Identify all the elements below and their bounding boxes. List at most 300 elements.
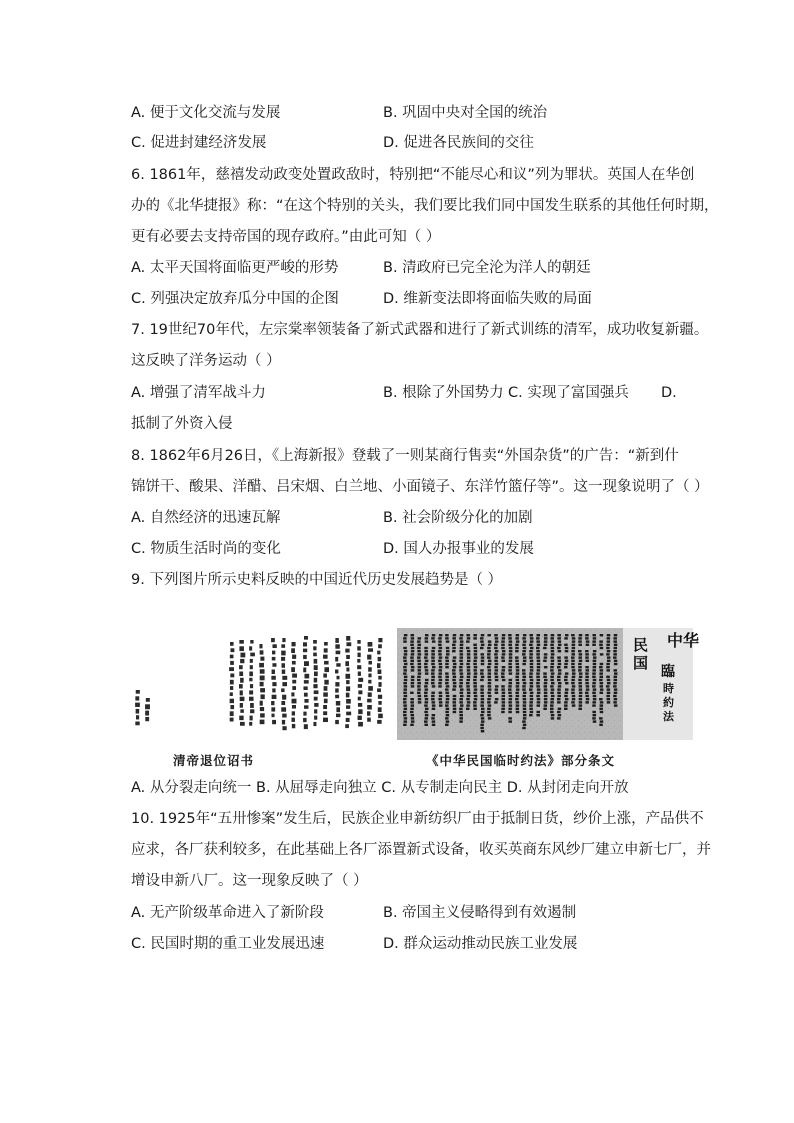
constitution-glyph-mark	[523, 708, 527, 710]
constitution-glyph-mark	[495, 685, 499, 687]
edict-glyph-mark	[230, 680, 234, 685]
q5-option-a: A. 便于文化交流与发展	[131, 105, 281, 121]
constitution-glyph-mark	[404, 634, 408, 636]
edict-glyph-mark	[335, 670, 338, 674]
constitution-glyph-mark	[446, 720, 450, 722]
constitution-glyph-mark	[495, 688, 499, 690]
constitution-glyph-mark	[592, 701, 596, 703]
constitution-glyph-mark	[558, 644, 562, 646]
edict-glyph-mark	[230, 686, 233, 690]
constitution-glyph-mark	[586, 669, 590, 671]
constitution-glyph-mark	[537, 634, 541, 636]
constitution-glyph-mark	[445, 692, 449, 694]
constitution-glyph-mark	[424, 663, 428, 665]
constitution-glyph-mark	[459, 714, 463, 716]
constitution-glyph-mark	[424, 720, 428, 722]
constitution-glyph-mark	[488, 679, 492, 681]
edict-glyph-mark	[292, 674, 297, 678]
constitution-glyph-mark	[544, 679, 548, 681]
edict-glyph-mark	[250, 665, 253, 669]
constitution-glyph-mark	[418, 698, 422, 700]
constitution-glyph-mark	[593, 688, 597, 690]
constitution-glyph-mark	[439, 704, 443, 706]
constitution-glyph-mark	[411, 704, 415, 706]
constitution-glyph-mark	[425, 717, 429, 719]
constitution-glyph-mark	[431, 650, 435, 652]
provisional-constitution-image	[397, 628, 700, 740]
constitution-glyph-mark	[501, 688, 505, 690]
edict-glyph-mark	[292, 680, 296, 684]
edict-glyph-mark	[136, 690, 140, 694]
constitution-glyph-mark	[474, 672, 478, 674]
constitution-glyph-mark	[466, 679, 470, 681]
constitution-glyph-mark	[578, 679, 582, 681]
edict-glyph-mark	[367, 705, 372, 710]
edict-glyph-mark	[260, 720, 265, 725]
constitution-glyph-mark	[551, 650, 555, 652]
constitution-glyph-mark	[481, 663, 485, 665]
constitution-glyph-mark	[585, 656, 589, 658]
constitution-glyph-mark	[614, 679, 618, 681]
edict-glyph-mark	[345, 661, 349, 666]
constitution-glyph-mark	[432, 714, 436, 716]
constitution-glyph-mark	[529, 656, 533, 658]
constitution-glyph-mark	[592, 644, 596, 646]
constitution-glyph-mark	[425, 679, 429, 681]
constitution-glyph-mark	[600, 653, 604, 655]
caption-provisional-constitution: 《中华民国临时约法》部分条文	[426, 753, 616, 768]
constitution-glyph-mark	[515, 692, 519, 694]
constitution-glyph-mark	[425, 698, 429, 700]
constitution-glyph-mark	[453, 666, 457, 668]
constitution-glyph-mark	[466, 698, 470, 700]
constitution-glyph-mark	[425, 672, 429, 674]
edict-glyph-mark	[377, 720, 381, 724]
constitution-glyph-mark	[502, 650, 506, 652]
constitution-glyph-mark	[536, 647, 540, 649]
constitution-glyph-mark	[417, 692, 421, 694]
edict-glyph-mark	[368, 667, 372, 671]
constitution-glyph-mark	[509, 679, 512, 681]
constitution-glyph-mark	[438, 653, 442, 655]
q10-option-b: B. 帝国主义侵略得到有效遏制	[383, 905, 577, 921]
constitution-glyph-mark	[488, 717, 492, 719]
edict-glyph-mark	[313, 653, 317, 657]
constitution-glyph-mark	[508, 644, 512, 646]
edict-glyph-mark	[292, 705, 296, 709]
constitution-glyph-mark	[599, 717, 603, 719]
constitution-glyph-mark	[522, 663, 526, 665]
constitution-glyph-mark	[557, 717, 561, 719]
constitution-glyph-mark	[488, 704, 492, 706]
edict-glyph-mark	[136, 715, 139, 719]
constitution-glyph-mark	[579, 688, 583, 690]
constitution-glyph-mark	[515, 698, 519, 700]
constitution-glyph-mark	[425, 653, 429, 655]
constitution-glyph-mark	[481, 660, 485, 662]
constitution-glyph-mark	[564, 704, 568, 706]
edict-glyph-mark	[314, 672, 318, 677]
constitution-glyph-mark	[439, 634, 443, 636]
constitution-glyph-mark	[481, 634, 485, 636]
constitution-glyph-mark	[488, 660, 492, 662]
constitution-glyph-mark	[564, 679, 568, 681]
constitution-glyph-mark	[453, 663, 457, 665]
edict-glyph-mark	[303, 686, 307, 690]
constitution-glyph-mark	[579, 695, 583, 697]
constitution-glyph-mark	[459, 666, 463, 668]
edict-glyph-mark	[260, 688, 265, 692]
edict-glyph-mark	[336, 701, 340, 706]
constitution-glyph-mark	[425, 708, 429, 710]
constitution-glyph-mark	[488, 682, 492, 684]
constitution-glyph-mark	[438, 676, 442, 678]
constitution-glyph-mark	[599, 644, 603, 646]
constitution-glyph-mark	[425, 637, 429, 639]
constitution-glyph-mark	[467, 656, 471, 658]
constitution-glyph-mark	[592, 653, 596, 655]
constitution-glyph-mark	[571, 682, 575, 684]
q6-option-d: D. 维新变法即将面临失败的局面	[383, 291, 592, 307]
constitution-glyph-mark	[529, 714, 533, 716]
constitution-glyph-mark	[411, 634, 415, 636]
constitution-glyph-mark	[508, 717, 512, 719]
edict-glyph-mark	[136, 709, 140, 714]
constitution-glyph-mark	[550, 676, 554, 678]
edict-glyph-mark	[239, 665, 243, 669]
constitution-glyph-mark	[474, 656, 478, 658]
constitution-glyph-mark	[515, 656, 519, 658]
constitution-glyph-mark	[585, 650, 589, 652]
constitution-glyph-mark	[410, 701, 414, 703]
constitution-glyph-mark	[466, 682, 470, 684]
constitution-glyph-mark	[445, 717, 449, 719]
edict-glyph-mark	[367, 718, 371, 722]
constitution-glyph-mark	[488, 688, 492, 690]
edict-glyph-mark	[324, 667, 329, 672]
constitution-glyph-mark	[466, 704, 470, 706]
edict-glyph-mark	[335, 682, 339, 686]
constitution-glyph-mark	[480, 727, 484, 729]
constitution-glyph-mark	[530, 711, 534, 713]
edict-glyph-mark	[336, 714, 340, 718]
constitution-glyph-mark	[439, 647, 443, 649]
constitution-glyph-mark	[438, 644, 442, 646]
constitution-glyph-mark	[460, 692, 464, 694]
edict-glyph-mark	[282, 695, 286, 700]
constitution-glyph-mark	[572, 698, 576, 700]
constitution-glyph-mark	[481, 656, 485, 658]
constitution-glyph-mark	[453, 676, 457, 678]
constitution-glyph-mark	[410, 663, 414, 665]
edict-glyph-mark	[378, 644, 382, 648]
constitution-glyph-mark	[410, 660, 414, 662]
constitution-glyph-mark	[578, 640, 582, 642]
constitution-glyph-mark	[607, 682, 611, 684]
constitution-glyph-mark	[403, 637, 407, 639]
constitution-glyph-mark	[613, 640, 617, 642]
edict-glyph-mark	[378, 701, 381, 705]
constitution-glyph-mark	[403, 704, 407, 706]
constitution-glyph-mark	[516, 695, 520, 697]
constitution-glyph-mark	[417, 685, 421, 687]
constitution-glyph-mark	[411, 650, 415, 652]
constitution-glyph-mark	[411, 685, 415, 687]
constitution-glyph-mark	[411, 714, 415, 716]
edict-glyph-mark	[259, 644, 262, 648]
constitution-glyph-mark	[544, 692, 548, 694]
edict-glyph-mark	[358, 690, 362, 694]
constitution-glyph-mark	[466, 708, 470, 710]
constitution-glyph-mark	[530, 685, 534, 687]
constitution-glyph-mark	[593, 698, 597, 700]
constitution-glyph-mark	[551, 695, 555, 697]
constitution-glyph-mark	[418, 701, 422, 703]
constitution-glyph-mark	[417, 647, 421, 649]
edict-glyph-mark	[240, 653, 245, 658]
constitution-glyph-mark	[446, 708, 450, 710]
constitution-glyph-mark	[614, 663, 618, 665]
constitution-glyph-mark	[592, 717, 596, 719]
edict-glyph-mark	[358, 703, 362, 707]
edict-glyph-mark	[378, 695, 382, 699]
edict-glyph-mark	[346, 712, 351, 716]
constitution-glyph-mark	[417, 640, 421, 642]
edict-glyph-mark	[345, 649, 349, 653]
constitution-glyph-mark	[593, 656, 597, 658]
edict-glyph-mark	[292, 686, 296, 690]
constitution-glyph-mark	[466, 685, 470, 687]
constitution-glyph-mark	[607, 688, 611, 690]
constitution-glyph-mark	[418, 666, 422, 668]
constitution-glyph-mark	[585, 701, 589, 703]
edict-glyph-mark	[281, 651, 285, 656]
constitution-glyph-mark	[523, 676, 526, 678]
constitution-glyph-mark	[593, 650, 597, 652]
edict-glyph-mark	[250, 703, 254, 708]
constitution-glyph-mark	[516, 634, 520, 636]
q8-option-a: A. 自然经济的迅速瓦解	[131, 510, 281, 526]
constitution-glyph-mark	[411, 647, 415, 649]
constitution-glyph-mark	[488, 695, 492, 697]
constitution-glyph-mark	[579, 685, 583, 687]
constitution-glyph-mark	[424, 666, 428, 668]
constitution-glyph-mark	[438, 698, 442, 700]
constitution-glyph-mark	[600, 663, 604, 665]
constitution-glyph-mark	[403, 698, 407, 700]
constitution-glyph-mark	[564, 666, 568, 668]
edict-glyph-mark	[346, 636, 350, 641]
edict-glyph-mark	[135, 703, 140, 707]
edict-glyph-mark	[240, 697, 245, 701]
edict-glyph-mark	[239, 640, 243, 644]
constitution-glyph-mark	[487, 666, 491, 668]
edict-glyph-mark	[282, 714, 286, 718]
constitution-glyph-mark	[571, 701, 575, 703]
constitution-glyph-mark	[495, 650, 499, 652]
constitution-glyph-mark	[431, 692, 435, 694]
constitution-glyph-mark	[473, 676, 477, 678]
constitution-glyph-mark	[586, 660, 590, 662]
edict-glyph-mark	[304, 680, 309, 684]
constitution-glyph-mark	[459, 701, 463, 703]
edict-glyph-mark	[304, 693, 308, 697]
edict-glyph-mark	[239, 716, 243, 721]
constitution-glyph-mark	[558, 663, 562, 665]
constitution-glyph-mark	[544, 688, 548, 690]
constitution-glyph-mark	[494, 644, 498, 646]
constitution-glyph-mark	[550, 666, 554, 668]
constitution-glyph-mark	[544, 666, 548, 668]
edict-glyph-mark	[250, 659, 253, 663]
constitution-glyph-mark	[459, 708, 462, 710]
constitution-glyph-mark	[509, 653, 513, 655]
edict-glyph-mark	[378, 714, 383, 719]
edict-glyph-mark	[291, 718, 294, 722]
constitution-glyph-mark	[495, 698, 499, 700]
edict-glyph-mark	[239, 672, 243, 677]
edict-glyph-mark	[314, 690, 319, 694]
edict-glyph-mark	[335, 657, 338, 662]
banner-linshi: 臨時約法	[661, 664, 675, 723]
q10-option-c: C. 民国时期的重工业发展迅速	[131, 936, 325, 952]
edict-glyph-mark	[272, 682, 276, 686]
q7-stem-line-1: 7. 19世纪70年代，左宗棠率领装备了新式武器和进行了新式训练的清军，成功收复新疆。	[131, 322, 709, 338]
constitution-glyph-mark	[424, 692, 428, 694]
constitution-glyph-mark	[579, 672, 583, 674]
constitution-glyph-mark	[516, 679, 520, 681]
constitution-glyph-mark	[508, 634, 512, 636]
constitution-glyph-mark	[425, 660, 429, 662]
edict-glyph-mark	[146, 698, 150, 702]
constitution-glyph-mark	[487, 698, 491, 700]
edict-glyph-mark	[145, 711, 149, 716]
constitution-glyph-mark	[509, 660, 513, 662]
edict-glyph-mark	[323, 718, 328, 722]
edict-glyph-mark	[249, 678, 252, 682]
constitution-glyph-mark	[606, 653, 610, 655]
edict-glyph-mark	[240, 703, 243, 708]
constitution-glyph-mark	[592, 640, 596, 642]
constitution-glyph-mark	[522, 650, 526, 652]
constitution-glyph-mark	[530, 647, 534, 649]
edict-glyph-mark	[240, 659, 244, 663]
constitution-glyph-mark	[404, 717, 408, 719]
q10-option-a: A. 无产阶级革命进入了新阶段	[131, 905, 324, 921]
constitution-glyph-mark	[445, 672, 449, 674]
constitution-glyph-mark	[537, 663, 541, 665]
q8-option-b: B. 社会阶级分化的加剧	[383, 510, 533, 526]
edict-glyph-mark	[324, 686, 328, 691]
edict-glyph-mark	[335, 695, 339, 699]
edict-glyph-mark	[281, 701, 285, 705]
constitution-glyph-mark	[523, 711, 527, 713]
constitution-glyph-mark	[571, 692, 575, 694]
constitution-glyph-mark	[453, 640, 457, 642]
constitution-glyph-mark	[572, 640, 576, 642]
constitution-glyph-mark	[586, 685, 590, 687]
constitution-glyph-mark	[403, 672, 407, 674]
q10-stem-line-2: 应求，各厂获利较多，在此基础上各厂添置新式设备，收买英商东风纱厂建立申新七厂，并	[131, 842, 711, 858]
edict-glyph-mark	[249, 672, 253, 677]
constitution-glyph-mark	[599, 666, 603, 668]
constitution-glyph-mark	[431, 695, 435, 697]
constitution-glyph-mark	[473, 708, 477, 710]
constitution-glyph-mark	[487, 701, 491, 703]
edict-glyph-mark	[230, 655, 234, 659]
constitution-glyph-mark	[529, 650, 533, 652]
constitution-glyph-mark	[537, 692, 541, 694]
constitution-glyph-mark	[404, 676, 408, 678]
constitution-glyph-mark	[502, 637, 506, 639]
edict-glyph-mark	[336, 663, 340, 667]
constitution-glyph-mark	[418, 637, 422, 639]
edict-glyph-mark	[282, 720, 285, 725]
constitution-glyph-mark	[530, 669, 534, 671]
edict-glyph-mark	[230, 692, 233, 696]
constitution-glyph-mark	[522, 727, 526, 729]
constitution-glyph-mark	[544, 640, 548, 642]
constitution-glyph-mark	[600, 711, 604, 713]
constitution-glyph-mark	[445, 682, 449, 684]
constitution-glyph-mark	[432, 704, 436, 706]
edict-glyph-mark	[303, 718, 307, 722]
constitution-glyph-mark	[474, 688, 478, 690]
constitution-glyph-mark	[579, 692, 583, 694]
constitution-glyph-mark	[516, 672, 520, 674]
constitution-glyph-mark	[592, 634, 596, 636]
edict-glyph-mark	[336, 651, 341, 655]
constitution-glyph-mark	[473, 685, 477, 687]
constitution-glyph-mark	[585, 682, 589, 684]
edict-glyph-mark	[336, 707, 340, 712]
edict-glyph-mark	[314, 703, 318, 707]
constitution-glyph-mark	[565, 692, 569, 694]
edict-glyph-mark	[367, 711, 370, 715]
constitution-glyph-mark	[599, 724, 603, 726]
constitution-glyph-mark	[425, 669, 429, 671]
constitution-glyph-mark	[445, 701, 449, 703]
constitution-glyph-mark	[404, 679, 408, 681]
constitution-glyph-mark	[607, 656, 611, 658]
constitution-glyph-mark	[473, 634, 477, 636]
q6-stem-line-3: 更有必要去支持帝国的现存政府。”由此可知（ ）	[131, 229, 441, 245]
q5-option-c: C. 促进封建经济发展	[131, 135, 267, 151]
edict-glyph-mark	[378, 676, 381, 680]
edict-glyph-mark	[358, 716, 362, 720]
edict-glyph-mark	[282, 670, 285, 674]
constitution-glyph-mark	[425, 701, 429, 703]
constitution-glyph-mark	[544, 653, 548, 655]
constitution-glyph-mark	[550, 708, 554, 710]
edict-glyph-mark	[240, 678, 244, 683]
constitution-glyph-mark	[488, 640, 492, 642]
constitution-glyph-mark	[564, 637, 568, 639]
q9-options: A. 从分裂走向统一 B. 从屈辱走向独立 C. 从专制走向民主 D. 从封闭走向开放	[131, 780, 629, 796]
constitution-glyph-mark	[579, 698, 583, 700]
constitution-glyph-mark	[536, 640, 540, 642]
constitution-glyph-mark	[473, 637, 477, 639]
constitution-glyph-mark	[544, 644, 548, 646]
constitution-glyph-mark	[558, 714, 562, 716]
constitution-glyph-mark	[488, 672, 492, 674]
constitution-glyph-mark	[516, 701, 520, 703]
constitution-glyph-mark	[522, 653, 526, 655]
constitution-glyph-mark	[501, 672, 505, 674]
constitution-glyph-mark	[537, 698, 541, 700]
constitution-glyph-mark	[565, 650, 569, 652]
constitution-glyph-mark	[564, 695, 568, 697]
